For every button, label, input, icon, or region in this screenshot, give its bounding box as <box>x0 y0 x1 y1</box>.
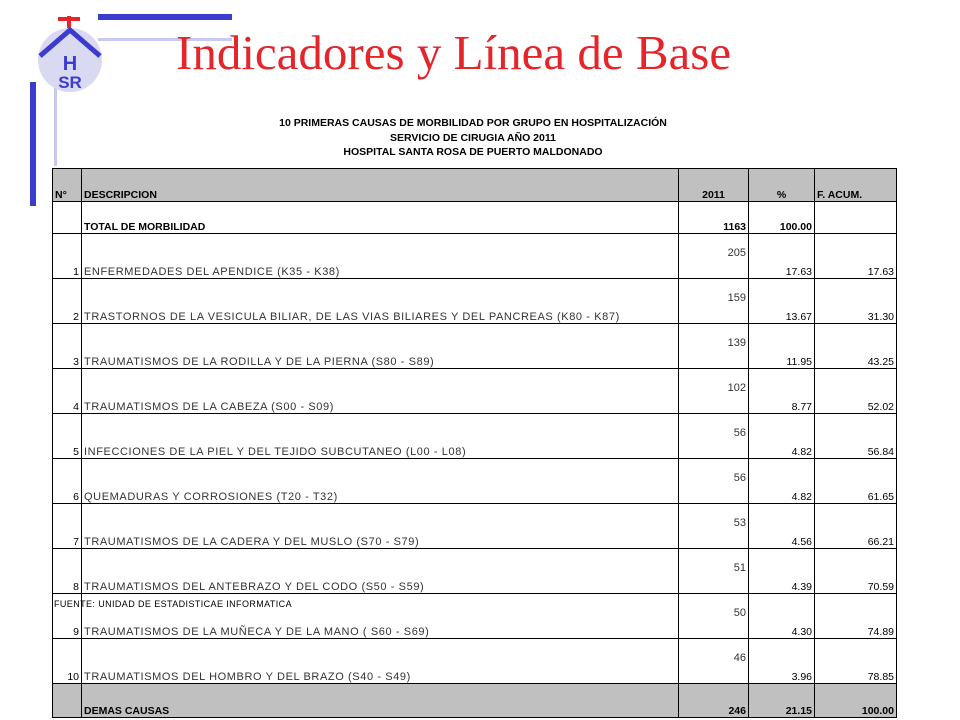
table-row <box>53 324 897 369</box>
row-count: 159 <box>679 279 749 324</box>
row-number: 7 <box>53 504 82 549</box>
row-percent: 4.56 <box>749 504 815 549</box>
row-count: 51 <box>679 549 749 594</box>
row-count: 139 <box>679 324 749 369</box>
row-percent: 4.30 <box>749 594 815 639</box>
row-number: 1 <box>53 234 82 279</box>
row-cumulative: 78.85 <box>815 639 897 684</box>
report-subtitle-line: SERVICIO DE CIRUGIA AÑO 2011 <box>390 131 556 144</box>
row-description: TRAUMATISMOS DE LA CADERA Y DEL MUSLO (S70 - S79) <box>82 504 679 549</box>
other-causes-num-cell <box>53 684 82 718</box>
table-row <box>53 279 897 324</box>
table-row <box>53 414 897 459</box>
row-cumulative: 17.63 <box>815 234 897 279</box>
other-causes-cumulative: 100.00 <box>815 684 897 718</box>
row-cumulative: 43.25 <box>815 324 897 369</box>
row-number: 3 <box>53 324 82 369</box>
table-row <box>53 369 897 414</box>
row-description: TRAUMATISMOS DE LA MUÑECA Y DE LA MANO ( S60 - S69) <box>82 594 679 639</box>
other-causes-row <box>53 684 897 718</box>
header-num: N° <box>53 169 82 202</box>
other-causes-count: 246 <box>679 684 749 718</box>
table-row <box>53 234 897 279</box>
table-row <box>53 639 897 684</box>
header-cumulative: F. ACUM. <box>815 169 897 202</box>
total-count: 1163 <box>679 202 749 234</box>
row-number: 10 <box>53 639 82 684</box>
header-percent: % <box>749 169 815 202</box>
row-count: 56 <box>679 414 749 459</box>
report-title-line: 10 PRIMERAS CAUSAS DE MORBILIDAD POR GRUPO EN HOSPITALIZACIÓN <box>279 117 667 129</box>
row-number: 9 <box>53 594 82 639</box>
source-note: FUENTE: UNIDAD DE ESTADISTICAE INFORMATICA <box>54 599 292 609</box>
table-header-row <box>53 169 897 202</box>
row-number: 6 <box>53 459 82 504</box>
hospital-logo <box>34 16 108 94</box>
other-causes-label: DEMAS CAUSAS <box>82 684 679 718</box>
svg-text:H: H <box>62 53 78 75</box>
row-description: TRAUMATISMOS DE LA RODILLA Y DE LA PIERNA (S80 - S89) <box>82 324 679 369</box>
row-percent: 3.96 <box>749 639 815 684</box>
decorative-line-left-light <box>54 82 57 166</box>
row-count: 46 <box>679 639 749 684</box>
row-cumulative: 70.59 <box>815 549 897 594</box>
row-count: 205 <box>679 234 749 279</box>
row-description: TRAUMATISMOS DE LA CABEZA (S00 - S09) <box>82 369 679 414</box>
decorative-line-left <box>30 82 36 206</box>
decorative-line-top <box>98 14 232 20</box>
row-description: ENFERMEDADES DEL APENDICE (K35 - K38) <box>82 234 679 279</box>
row-percent: 17.63 <box>749 234 815 279</box>
row-percent: 13.67 <box>749 279 815 324</box>
row-count: 56 <box>679 459 749 504</box>
header-description: DESCRIPCION <box>82 169 679 202</box>
total-label: TOTAL DE MORBILIDAD <box>82 202 679 234</box>
row-description: TRAUMATISMOS DEL HOMBRO Y DEL BRAZO (S40 - S49) <box>82 639 679 684</box>
row-count: 53 <box>679 504 749 549</box>
row-percent: 4.82 <box>749 459 815 504</box>
row-cumulative: 52.02 <box>815 369 897 414</box>
row-count: 50 <box>679 594 749 639</box>
row-number: 8 <box>53 549 82 594</box>
row-percent: 4.82 <box>749 414 815 459</box>
row-description: TRAUMATISMOS DEL ANTEBRAZO Y DEL CODO (S50 - S59) <box>82 549 679 594</box>
row-number: 2 <box>53 279 82 324</box>
header-year: 2011 <box>679 169 749 202</box>
total-num-cell <box>53 202 82 234</box>
row-cumulative: 56.84 <box>815 414 897 459</box>
table-row <box>53 504 897 549</box>
slide-title: Indicadores y Línea de Base <box>176 25 732 80</box>
row-cumulative: 61.65 <box>815 459 897 504</box>
other-causes-percent: 21.15 <box>749 684 815 718</box>
row-percent: 8.77 <box>749 369 815 414</box>
row-cumulative: 31.30 <box>815 279 897 324</box>
row-cumulative: 74.89 <box>815 594 897 639</box>
morbidity-table <box>52 168 897 718</box>
table-row <box>53 459 897 504</box>
row-percent: 11.95 <box>749 324 815 369</box>
total-cumulative-cell <box>815 202 897 234</box>
row-description: TRASTORNOS DE LA VESICULA BILIAR, DE LAS VIAS BILIARES Y DEL PANCREAS (K80 - K87) <box>82 279 679 324</box>
row-description: INFECCIONES DE LA PIEL Y DEL TEJIDO SUBCUTANEO (L00 - L08) <box>82 414 679 459</box>
row-percent: 4.39 <box>749 549 815 594</box>
row-count: 102 <box>679 369 749 414</box>
report-hospital-line: HOSPITAL SANTA ROSA DE PUERTO MALDONADO <box>343 146 603 158</box>
table-row <box>53 549 897 594</box>
row-number: 5 <box>53 414 82 459</box>
row-description: QUEMADURAS Y CORROSIONES (T20 - T32) <box>82 459 679 504</box>
svg-text:SR: SR <box>58 73 82 92</box>
row-number: 4 <box>53 369 82 414</box>
report-heading <box>196 116 750 160</box>
total-row <box>53 202 897 234</box>
row-cumulative: 66.21 <box>815 504 897 549</box>
total-percent: 100.00 <box>749 202 815 234</box>
